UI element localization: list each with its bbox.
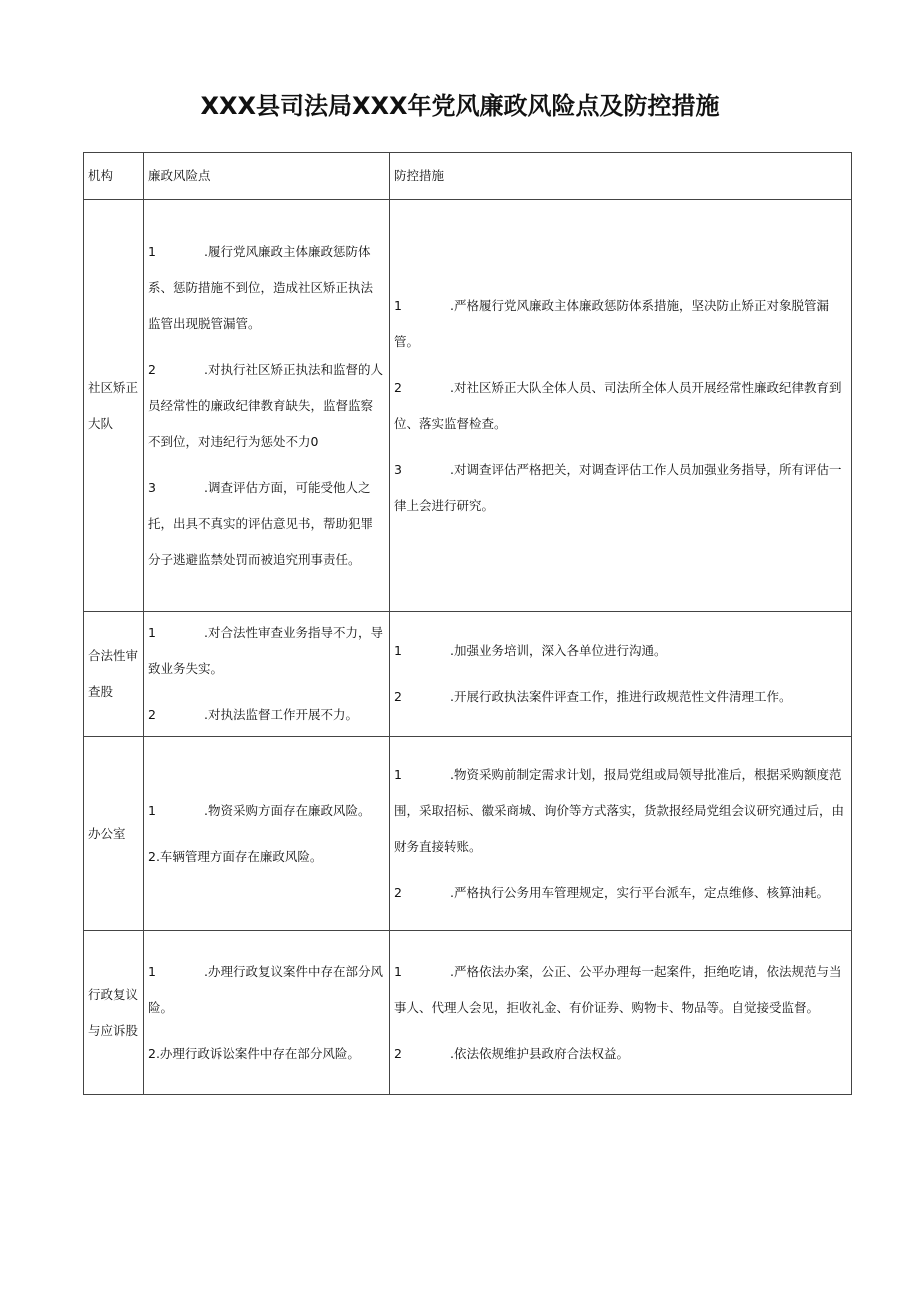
item-number: 2 <box>394 1045 402 1061</box>
measure-item <box>394 370 847 442</box>
item-text: .依法依规维护县政府合法权益。 <box>450 1045 629 1061</box>
item-text: .对调查评估严格把关，对调查评估工作人员加强业务指导，所有评估一律上会进行研究。 <box>394 461 842 513</box>
risk-cell <box>144 931 390 1095</box>
item-text: .对执法监督工作开展不力。 <box>204 707 358 722</box>
item-number: 3 <box>394 461 402 477</box>
risk-cell <box>144 612 390 737</box>
org-cell: 社区矫正大队 <box>84 200 144 612</box>
item-number: 2 <box>148 361 156 377</box>
item-number: 1 <box>148 243 156 259</box>
item-text: .物资采购方面存在廉政风险。 <box>204 802 371 818</box>
item-number: 1 <box>148 625 156 640</box>
risk-item <box>148 954 385 1026</box>
item-text: .对合法性审查业务指导不力，导致业务失实。 <box>148 625 383 676</box>
risk-cell <box>144 200 390 612</box>
table-header-row <box>84 153 852 200</box>
header-measures: 防控措施 <box>390 153 852 200</box>
header-risks: 廉政风险点 <box>144 153 390 200</box>
item-number: 1 <box>148 963 156 979</box>
measure-item <box>394 288 847 360</box>
risk-item <box>148 697 385 733</box>
table-row <box>84 931 852 1095</box>
item-text: .开展行政执法案件评查工作，推进行政规范性文件清理工作。 <box>450 689 792 704</box>
measure-item <box>394 633 847 669</box>
item-number: 1 <box>394 766 402 782</box>
measure-item <box>394 954 847 1026</box>
page-title: XXX县司法局XXX年党风廉政风险点及防控措施 <box>200 92 720 120</box>
risk-item <box>148 352 385 460</box>
measure-cell <box>390 931 852 1095</box>
risk-item <box>148 793 385 829</box>
item-number: 1 <box>394 643 402 658</box>
measure-item <box>394 1036 847 1072</box>
item-text: .严格依法办案，公正、公平办理每一起案件，拒绝吃请，依法规范与当事人、代理人会见，拒收礼金、有价证券、购物卡、物品等。自觉接受监督。 <box>394 963 842 1015</box>
measure-item <box>394 679 847 715</box>
measure-item <box>394 875 847 911</box>
item-number: 2 <box>394 379 402 395</box>
risk-item <box>148 615 385 687</box>
item-text: .调查评估方面，可能受他人之托，出具不真实的评估意见书，帮助犯罪分子逃避监禁处罚而被追究刑事责任。 <box>148 479 374 567</box>
measure-cell <box>390 200 852 612</box>
measure-cell <box>390 737 852 931</box>
item-number: 1 <box>148 802 156 818</box>
table-row <box>84 737 852 931</box>
table-row <box>84 612 852 737</box>
item-text: .对社区矫正大队全体人员、司法所全体人员开展经常性廉政纪律教育到位、落实监督检查。 <box>394 379 842 431</box>
item-text: 2.办理行政诉讼案件中存在部分风险。 <box>148 1045 360 1061</box>
table-row <box>84 200 852 612</box>
item-text: .履行党风廉政主体廉政惩防体系、惩防措施不到位，造成社区矫正执法监管出现脱管漏管。 <box>148 243 374 331</box>
org-cell: 办公室 <box>84 737 144 931</box>
risk-item <box>148 470 385 578</box>
measure-item <box>394 452 847 524</box>
risk-item <box>148 1036 385 1072</box>
item-text: .办理行政复议案件中存在部分风险。 <box>148 963 383 1015</box>
measure-cell <box>390 612 852 737</box>
item-number: 1 <box>394 297 402 313</box>
item-number: 3 <box>148 479 156 495</box>
item-text: .严格执行公务用车管理规定，实行平台派车，定点维修、核算油耗。 <box>450 884 829 900</box>
item-text: .对执行社区矫正执法和监督的人员经常性的廉政纪律教育缺失，监督监察不到位，对违纪行为惩处不力0 <box>148 361 383 449</box>
item-text: 2.车辆管理方面存在廉政风险。 <box>148 848 323 864</box>
risk-item <box>148 234 385 342</box>
risk-item <box>148 839 385 875</box>
risk-cell <box>144 737 390 931</box>
item-number: 2 <box>394 884 402 900</box>
org-cell: 合法性审查股 <box>84 612 144 737</box>
item-number: 2 <box>148 707 156 722</box>
risk-table <box>83 152 852 1095</box>
org-cell: 行政复议与应诉股 <box>84 931 144 1095</box>
header-org: 机构 <box>84 153 144 200</box>
item-text: .物资采购前制定需求计划，报局党组或局领导批准后，根据采购额度范围，采取招标、徽采商城、询价等方式落实，货款报经局党组会议研究通过后，由财务直接转账。 <box>394 766 845 854</box>
measure-item <box>394 757 847 865</box>
item-text: .加强业务培训，深入各单位进行沟通。 <box>450 643 667 658</box>
item-number: 2 <box>394 689 402 704</box>
item-text: .严格履行党风廉政主体廉政惩防体系措施，坚决防止矫正对象脱管漏管。 <box>394 297 829 349</box>
item-number: 1 <box>394 963 402 979</box>
